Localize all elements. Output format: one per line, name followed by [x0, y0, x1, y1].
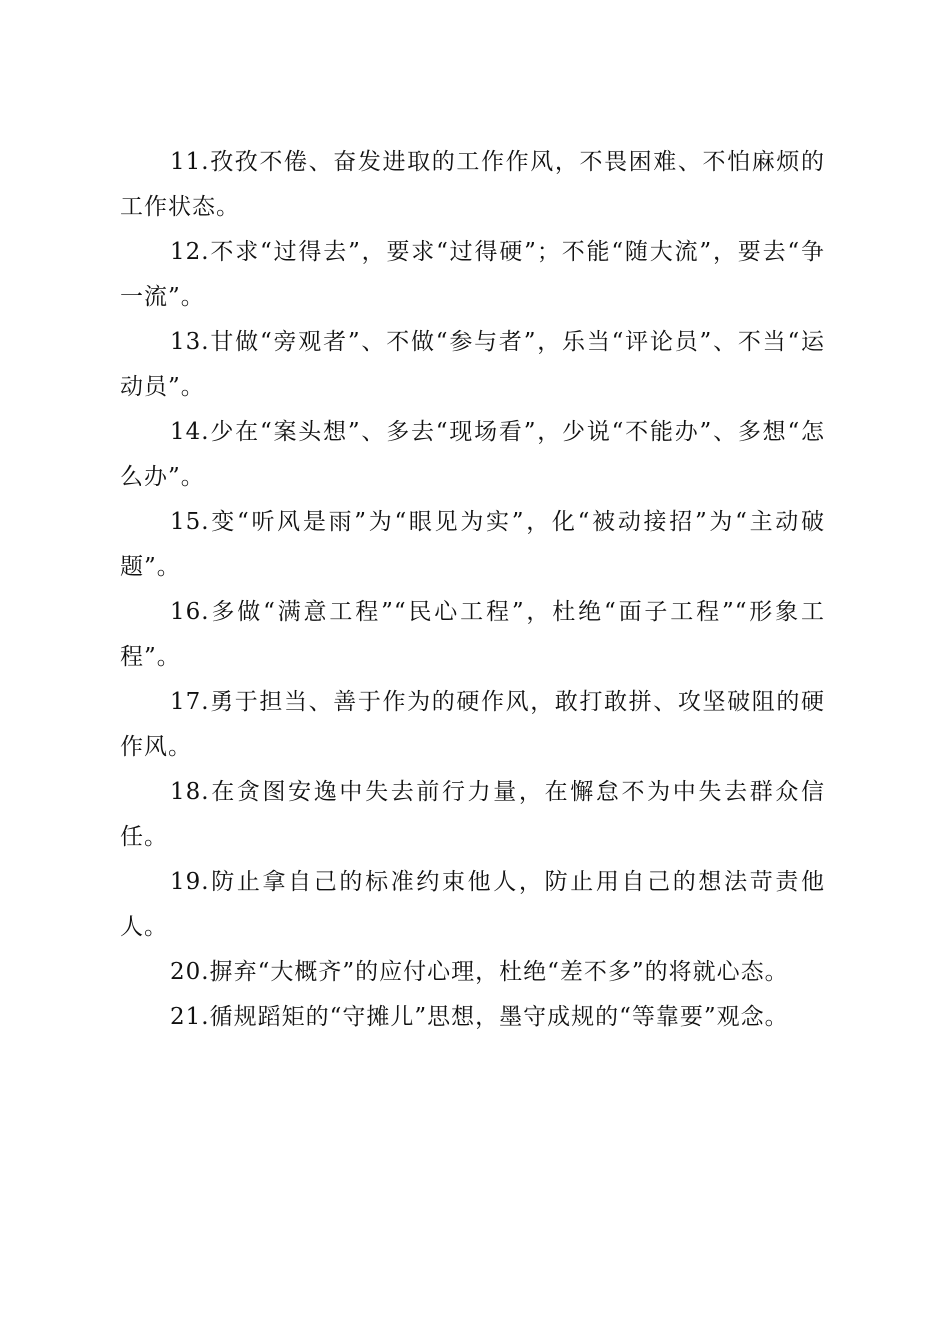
list-item: 15.变“听风是雨”为“眼见为实”，化“被动接招”为“主动破题”。 — [120, 509, 825, 580]
list-item: 13.甘做“旁观者”、不做“参与者”，乐当“评论员”、不当“运动员”。 — [120, 329, 825, 400]
list-item: 19.防止拿自己的标准约束他人，防止用自己的想法苛责他人。 — [120, 869, 825, 940]
document-body — [120, 140, 825, 1040]
list-item: 16.多做“满意工程”“民心工程”，杜绝“面子工程”“形象工程”。 — [120, 599, 825, 670]
list-item: 17.勇于担当、善于作为的硬作风，敢打敢拼、攻坚破阻的硬作风。 — [120, 689, 825, 760]
list-item: 18.在贪图安逸中失去前行力量，在懈怠不为中失去群众信任。 — [120, 779, 825, 850]
list-item: 21.循规蹈矩的“守摊儿”思想，墨守成规的“等靠要”观念。 — [170, 1004, 789, 1030]
list-item: 20.摒弃“大概齐”的应付心理，杜绝“差不多”的将就心态。 — [170, 959, 789, 985]
list-item: 14.少在“案头想”、多去“现场看”，少说“不能办”、多想“怎么办”。 — [120, 419, 825, 490]
list-item: 11.孜孜不倦、奋发进取的工作作风，不畏困难、不怕麻烦的工作状态。 — [120, 149, 825, 220]
list-item: 12.不求“过得去”，要求“过得硬”；不能“随大流”，要去“争一流”。 — [120, 239, 825, 310]
